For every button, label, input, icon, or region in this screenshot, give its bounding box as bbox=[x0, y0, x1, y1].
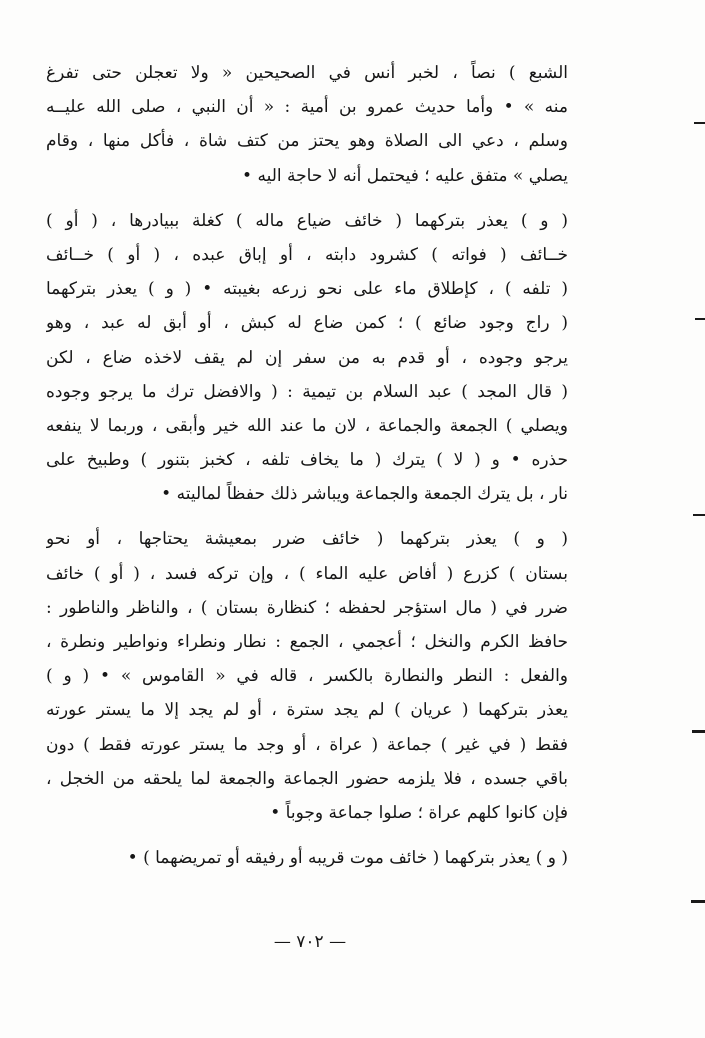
text-line: ( تلفه ) ، كإطلاق ماء على نحو زرعه بغيبته • ( و ) يعذر بتركهما bbox=[46, 279, 568, 300]
text-line: يعذر بتركهما ( عريان ) لم يجد سترة ، أو لم يجد إلا ما يستر عورته bbox=[46, 700, 568, 721]
text-line: الشبع ) نصاً ، لخبر أنس في الصحيحين « ولا تعجلن حتى تفرغ bbox=[46, 63, 568, 83]
text-line: ( و ) يعذر بتركهما ( خائف موت قريبه أو رفيقه أو تمريضهما ) • bbox=[127, 848, 568, 869]
text-line: حذره • و ( لا ) يترك ( ما يخاف تلفه ، كخبز بتنور ) وطبيخ على bbox=[46, 450, 568, 471]
paragraph-1 bbox=[46, 56, 568, 193]
text-line: باقي جسده ، فلا يلزمه حضور الجماعة والجمعة لما يلحقه من الخجل ، bbox=[46, 768, 568, 789]
page-number: — ٧٠٢ — bbox=[273, 932, 347, 952]
text-line: ( و ) يعذر بتركهما ( خائف ضياع ماله ) كغلة ببيادرها ، ( أو ) bbox=[46, 210, 568, 231]
text-line: بستان ) كزرع ( أفاض عليه الماء ) ، وإن تركه فسد ، ( أو ) خائف bbox=[46, 563, 568, 584]
text-line: يصلي » متفق عليه ؛ فيحتمل أنه لا حاجة اليه • bbox=[242, 165, 568, 186]
scan-edge-mark bbox=[695, 318, 705, 320]
text-line: والفعل : النطر والنطارة بالكسر ، قاله في « القاموس » • ( و ) bbox=[46, 666, 568, 687]
text-line: فقط ( في غير ) جماعة ( عراة ، أو وجد ما يستر عورته فقط ) دون bbox=[46, 734, 568, 755]
paragraph-3 bbox=[46, 522, 568, 830]
text-line: وسلم ، دعي الى الصلاة وهو يحتز من كتف شاة ، فأكل منها ، وقام bbox=[46, 131, 568, 152]
text-line: ( قال المجد ) عبد السلام بن تيمية : ( والافضل ترك ما يرجو وجوده bbox=[46, 381, 568, 402]
text-line: ( راج وجود ضائع ) ؛ كمن ضاع له كبش ، أو أبق له عبد ، وهو bbox=[46, 313, 568, 334]
paragraph-2 bbox=[46, 204, 568, 512]
text-line: خــائف ( فواته ) كشرود دابته ، أو إباق عبده ، ( أو ) خــائف bbox=[46, 244, 568, 265]
scan-edge-mark bbox=[693, 514, 705, 516]
body-text bbox=[46, 56, 568, 875]
paragraph-4 bbox=[46, 841, 568, 875]
scan-edge-mark bbox=[692, 730, 705, 733]
text-line: ضرر في ( مال استؤجر لحفظه ؛ كنظارة بستان ) ، والناظر والناطور : bbox=[46, 597, 568, 618]
text-line: نار ، بل يترك الجمعة والجماعة ويباشر ذلك حفظاً لماليته • bbox=[161, 484, 568, 505]
text-line: فإن كانوا كلهم عراة ؛ صلوا جماعة وجوباً • bbox=[270, 802, 568, 823]
text-line: ( و ) يعذر بتركهما ( خائف ضرر بمعيشة يحتاجها ، أو نحو bbox=[46, 529, 568, 550]
text-line: ويصلي ) الجمعة والجماعة ، لان ما عند الله خير وأبقى ، وربما لا ينفعه bbox=[46, 415, 568, 436]
text-line: حافظ الكرم والنخل ؛ أعجمي ، الجمع : نطار ونطراء ونواطير ونطرة ، bbox=[46, 632, 568, 652]
scan-edge-mark bbox=[694, 122, 705, 124]
text-line: منه » • وأما حديث عمرو بن أمية : « أن النبي ، صلى الله عليــه bbox=[46, 97, 568, 118]
text-line: يرجو وجوده ، أو قدم به من سفر إن لم يقف لاخذه ضاع ، لكن bbox=[46, 347, 568, 368]
scan-edge-mark bbox=[691, 900, 705, 903]
